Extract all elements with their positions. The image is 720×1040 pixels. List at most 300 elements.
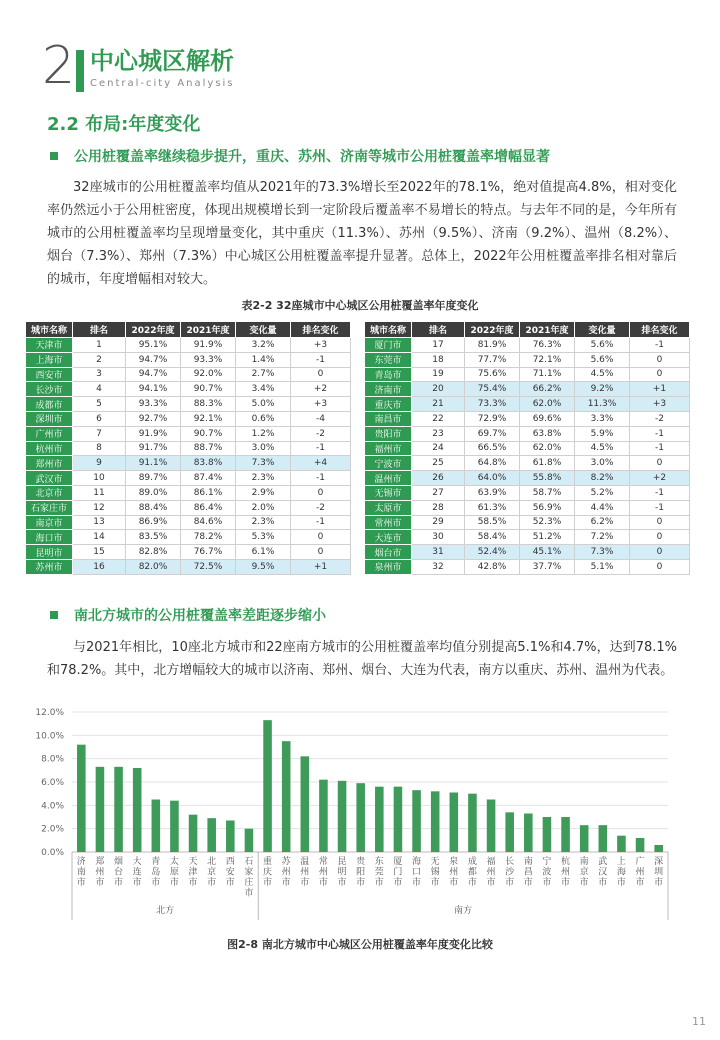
x-tick-label: 福州市 — [486, 857, 496, 888]
rank-cell: 9 — [73, 456, 126, 471]
table-row — [26, 530, 351, 545]
city-cell: 西安市 — [26, 367, 73, 382]
table-row — [26, 485, 351, 500]
table-header-cell: 2022年度 — [465, 322, 520, 338]
x-tick-label: 天津市 — [188, 857, 198, 888]
table-row — [26, 456, 351, 471]
change-cell: 7.3% — [575, 545, 630, 560]
rank-change-cell: 0 — [291, 530, 351, 545]
x-tick-label: 武汉市 — [598, 857, 608, 888]
table-row — [365, 485, 690, 500]
y2022-cell: 63.9% — [465, 485, 520, 500]
chapter-subtitle: Central-city Analysis — [90, 78, 235, 89]
x-tick-label: 海口市 — [412, 857, 422, 888]
rank-change-cell: 0 — [630, 515, 690, 530]
city-cell: 深圳市 — [26, 411, 73, 426]
x-tick-label: 成都市 — [467, 857, 477, 888]
change-cell: 9.5% — [236, 559, 291, 574]
table-header-cell: 变化量 — [575, 322, 630, 338]
city-cell: 南京市 — [26, 515, 73, 530]
x-tick-label: 广州市 — [635, 857, 645, 888]
rank-cell: 7 — [73, 426, 126, 441]
rank-cell: 25 — [412, 456, 465, 471]
x-tick-label: 重庆市 — [263, 857, 273, 888]
x-tick-label: 济南市 — [76, 857, 86, 888]
change-cell: 11.3% — [575, 397, 630, 412]
rank-cell: 18 — [412, 352, 465, 367]
table-row — [365, 352, 690, 367]
rank-cell: 4 — [73, 382, 126, 397]
city-cell: 郑州市 — [26, 456, 73, 471]
change-cell: 0.6% — [236, 411, 291, 426]
table-row — [26, 471, 351, 486]
rank-cell: 23 — [412, 426, 465, 441]
rank-change-cell: +3 — [291, 397, 351, 412]
rank-change-cell: -1 — [630, 426, 690, 441]
table-row — [365, 441, 690, 456]
change-cell: 3.3% — [575, 411, 630, 426]
change-cell: 4.5% — [575, 367, 630, 382]
table-row — [365, 382, 690, 397]
city-cell: 上海市 — [26, 352, 73, 367]
city-cell: 天津市 — [26, 338, 73, 353]
table-header-cell: 排名 — [73, 322, 126, 338]
change-cell: 5.3% — [236, 530, 291, 545]
y2022-cell: 75.6% — [465, 367, 520, 382]
y2021-cell: 76.3% — [520, 338, 575, 353]
change-cell: 5.1% — [575, 559, 630, 574]
y2022-cell: 91.7% — [126, 441, 181, 456]
table-header-cell: 排名变化 — [291, 322, 351, 338]
city-cell: 昆明市 — [26, 545, 73, 560]
x-tick-label: 石家庄市 — [244, 857, 254, 899]
y2022-cell: 94.1% — [126, 382, 181, 397]
rank-cell: 1 — [73, 338, 126, 353]
change-cell: 3.4% — [236, 382, 291, 397]
y2021-cell: 86.4% — [181, 500, 236, 515]
bullet-heading-text: 南北方城市的公用桩覆盖率差距逐步缩小 — [74, 608, 326, 624]
bar — [77, 745, 86, 852]
rank-cell: 3 — [73, 367, 126, 382]
table-row — [365, 367, 690, 382]
rank-change-cell: 0 — [630, 352, 690, 367]
rank-cell: 15 — [73, 545, 126, 560]
rank-cell: 22 — [412, 411, 465, 426]
y2021-cell: 51.2% — [520, 530, 575, 545]
rank-change-cell: -1 — [630, 500, 690, 515]
rank-change-cell: 0 — [630, 545, 690, 560]
y2021-cell: 69.6% — [520, 411, 575, 426]
rank-change-cell: -1 — [291, 515, 351, 530]
y2022-cell: 89.0% — [126, 485, 181, 500]
bar — [282, 741, 291, 852]
y2021-cell: 90.7% — [181, 426, 236, 441]
change-cell: 5.6% — [575, 352, 630, 367]
table-header-cell: 排名 — [412, 322, 465, 338]
table-row — [26, 515, 351, 530]
city-cell: 烟台市 — [365, 545, 412, 560]
x-tick-label: 东莞市 — [374, 857, 384, 888]
city-cell: 杭州市 — [26, 441, 73, 456]
y2021-cell: 86.1% — [181, 485, 236, 500]
y2021-cell: 56.9% — [520, 500, 575, 515]
y-tick-label: 10.0% — [35, 731, 64, 742]
bullet-heading-2 — [47, 605, 326, 625]
y-tick-label: 8.0% — [41, 754, 64, 765]
bar — [226, 821, 235, 853]
change-cell: 8.2% — [575, 471, 630, 486]
city-cell: 常州市 — [365, 515, 412, 530]
x-tick-label: 大连市 — [132, 857, 142, 888]
x-tick-label: 贵阳市 — [356, 857, 366, 888]
bar — [152, 800, 161, 853]
change-cell: 2.0% — [236, 500, 291, 515]
x-tick-label: 温州市 — [300, 857, 310, 888]
city-cell: 厦门市 — [365, 338, 412, 353]
y2022-cell: 82.8% — [126, 545, 181, 560]
bar — [338, 781, 347, 852]
bar — [189, 815, 198, 852]
y2022-cell: 75.4% — [465, 382, 520, 397]
bar — [133, 768, 142, 852]
bar — [245, 829, 254, 852]
figure-caption: 图2-8 南北方城市中心城区公用桩覆盖率年度变化比较 — [227, 938, 493, 951]
city-cell: 温州市 — [365, 471, 412, 486]
y2021-cell: 72.5% — [181, 559, 236, 574]
rank-change-cell: +4 — [291, 456, 351, 471]
bar — [319, 780, 328, 852]
bar — [96, 767, 105, 852]
table-header-cell: 2021年度 — [181, 322, 236, 338]
table-row — [365, 500, 690, 515]
page-number: 11 — [692, 1015, 706, 1028]
table-row — [365, 530, 690, 545]
rank-change-cell: 0 — [291, 367, 351, 382]
y2021-cell: 90.7% — [181, 382, 236, 397]
bar — [301, 756, 310, 852]
rank-change-cell: -1 — [291, 441, 351, 456]
rank-change-cell: +3 — [630, 397, 690, 412]
change-cell: 7.3% — [236, 456, 291, 471]
rank-cell: 8 — [73, 441, 126, 456]
bullet-heading-text: 公用桩覆盖率继续稳步提升，重庆、苏州、济南等城市公用桩覆盖率增幅显著 — [74, 149, 550, 165]
rank-cell: 13 — [73, 515, 126, 530]
bar — [617, 836, 626, 852]
y2021-cell: 37.7% — [520, 559, 575, 574]
rank-cell: 16 — [73, 559, 126, 574]
change-cell: 5.2% — [575, 485, 630, 500]
rank-cell: 30 — [412, 530, 465, 545]
y2021-cell: 66.2% — [520, 382, 575, 397]
table-row — [26, 545, 351, 560]
table-row — [365, 397, 690, 412]
table-row — [26, 382, 351, 397]
section-title: 2.2 布局:年度变化 — [47, 114, 201, 135]
chapter-number: 2 — [42, 36, 76, 96]
rank-change-cell: -2 — [291, 500, 351, 515]
bar — [505, 812, 514, 852]
y2022-cell: 91.1% — [126, 456, 181, 471]
rank-cell: 20 — [412, 382, 465, 397]
y2022-cell: 42.8% — [465, 559, 520, 574]
table-row — [26, 559, 351, 574]
city-cell: 贵阳市 — [365, 426, 412, 441]
x-tick-label: 杭州市 — [561, 857, 571, 888]
y2021-cell: 78.2% — [181, 530, 236, 545]
rank-change-cell: -2 — [630, 411, 690, 426]
y2022-cell: 64.0% — [465, 471, 520, 486]
rank-cell: 19 — [412, 367, 465, 382]
y2022-cell: 72.9% — [465, 411, 520, 426]
city-cell: 南昌市 — [365, 411, 412, 426]
group-label: 北方 — [156, 906, 175, 916]
x-tick-label: 常州市 — [318, 857, 328, 888]
y2022-cell: 88.4% — [126, 500, 181, 515]
x-tick-label: 苏州市 — [281, 857, 291, 888]
rank-cell: 11 — [73, 485, 126, 500]
change-cell: 5.6% — [575, 338, 630, 353]
change-cell: 7.2% — [575, 530, 630, 545]
rank-change-cell: -1 — [630, 441, 690, 456]
rank-change-cell: 0 — [630, 530, 690, 545]
rank-change-cell: -4 — [291, 411, 351, 426]
bar — [450, 793, 459, 853]
y2021-cell: 55.8% — [520, 471, 575, 486]
city-cell: 武汉市 — [26, 471, 73, 486]
paragraph-1: 32座城市的公用桩覆盖率均值从2021年的73.3%增长至2022年的78.1%，绝对值提高4.8%，相对变化率仍然远小于公用桩密度，体现出规模增长到一定阶段后覆盖率不易增长的特点。与去年不同的是，今年所有城市的公用桩覆盖率均呈现增量变化，其中重庆（11.3%）、苏州（9.5%）、济南（9.2%）、温州（8.2%）、烟台（7.3%）、郑州（7.3%）中心城区公用桩覆盖率提升显著。总体上，2022年公用桩覆盖率排名相对靠后的城市，年度增幅相对较大。 — [47, 180, 677, 287]
rank-cell: 12 — [73, 500, 126, 515]
rank-change-cell: -1 — [291, 471, 351, 486]
coverage-table-right — [364, 321, 690, 575]
table-row — [365, 471, 690, 486]
change-cell: 6.2% — [575, 515, 630, 530]
chapter-title: 中心城区解析 — [90, 47, 234, 75]
group-label: 南方 — [454, 906, 473, 916]
table-row — [26, 367, 351, 382]
x-tick-label: 郑州市 — [95, 857, 105, 888]
paragraph-2: 与2021年相比，10座北方城市和22座南方城市的公用桩覆盖率均值分别提高5.1%和4.7%，达到78.1%和78.2%。其中，北方增幅较大的城市以济南、郑州、烟台、大连为代表，南方以重庆、苏州、温州为代表。 — [47, 640, 677, 678]
change-cell: 9.2% — [575, 382, 630, 397]
x-tick-label: 泉州市 — [449, 857, 459, 888]
chapter-accent-bar — [76, 50, 84, 92]
y2022-cell: 61.3% — [465, 500, 520, 515]
x-tick-label: 厦门市 — [393, 857, 403, 888]
city-cell: 青岛市 — [365, 367, 412, 382]
bar — [654, 845, 663, 852]
y2022-cell: 77.7% — [465, 352, 520, 367]
rank-change-cell: -1 — [291, 352, 351, 367]
y-tick-label: 6.0% — [41, 778, 64, 788]
table-row — [365, 545, 690, 560]
change-cell: 2.9% — [236, 485, 291, 500]
x-tick-label: 青岛市 — [151, 857, 161, 888]
y2022-cell: 94.7% — [126, 352, 181, 367]
y2021-cell: 87.4% — [181, 471, 236, 486]
x-tick-label: 上海市 — [616, 857, 626, 888]
city-cell: 无锡市 — [365, 485, 412, 500]
table-header-cell: 排名变化 — [630, 322, 690, 338]
square-bullet-icon — [50, 611, 58, 619]
y2021-cell: 72.1% — [520, 352, 575, 367]
coverage-table-left — [25, 321, 351, 575]
y2022-cell: 92.7% — [126, 411, 181, 426]
y2021-cell: 84.6% — [181, 515, 236, 530]
y2021-cell: 62.0% — [520, 441, 575, 456]
rank-cell: 27 — [412, 485, 465, 500]
table-row — [365, 338, 690, 353]
rank-cell: 28 — [412, 500, 465, 515]
y2021-cell: 62.0% — [520, 397, 575, 412]
table-row — [26, 441, 351, 456]
change-cell: 3.0% — [575, 456, 630, 471]
city-cell: 大连市 — [365, 530, 412, 545]
rank-change-cell: 0 — [630, 559, 690, 574]
rank-cell: 5 — [73, 397, 126, 412]
y2021-cell: 88.7% — [181, 441, 236, 456]
y2022-cell: 58.5% — [465, 515, 520, 530]
city-cell: 北京市 — [26, 485, 73, 500]
rank-change-cell: 0 — [291, 545, 351, 560]
city-cell: 泉州市 — [365, 559, 412, 574]
rank-change-cell: +2 — [630, 471, 690, 486]
rank-change-cell: +3 — [291, 338, 351, 353]
city-cell: 苏州市 — [26, 559, 73, 574]
square-bullet-icon — [50, 152, 58, 160]
y-tick-label: 0.0% — [41, 848, 64, 858]
y2021-cell: 92.0% — [181, 367, 236, 382]
y2021-cell: 71.1% — [520, 367, 575, 382]
city-cell: 海口市 — [26, 530, 73, 545]
bar — [394, 787, 403, 852]
bar — [431, 791, 440, 852]
y2022-cell: 83.5% — [126, 530, 181, 545]
change-cell: 4.5% — [575, 441, 630, 456]
bar — [561, 817, 570, 852]
table-row — [26, 426, 351, 441]
y2022-cell: 58.4% — [465, 530, 520, 545]
y-tick-label: 12.0% — [35, 708, 64, 718]
bar — [636, 838, 645, 852]
rank-change-cell: +2 — [291, 382, 351, 397]
table-caption: 表2-2 32座城市中心城区公用桩覆盖率年度变化 — [241, 299, 479, 312]
change-cell: 4.4% — [575, 500, 630, 515]
bar — [170, 801, 179, 852]
x-tick-label: 烟台市 — [114, 857, 124, 888]
city-cell: 太原市 — [365, 500, 412, 515]
table-header-cell: 城市名称 — [26, 322, 73, 338]
y2021-cell: 93.3% — [181, 352, 236, 367]
bullet-heading-1 — [47, 146, 550, 166]
y2022-cell: 82.0% — [126, 559, 181, 574]
table-row — [26, 352, 351, 367]
x-tick-label: 南昌市 — [523, 857, 533, 888]
table-header-cell: 2022年度 — [126, 322, 181, 338]
x-tick-label: 太原市 — [169, 857, 179, 888]
y2022-cell: 86.9% — [126, 515, 181, 530]
y2022-cell: 52.4% — [465, 545, 520, 560]
x-tick-label: 宁波市 — [542, 857, 552, 888]
y2022-cell: 73.3% — [465, 397, 520, 412]
change-cell: 5.0% — [236, 397, 291, 412]
y2021-cell: 92.1% — [181, 411, 236, 426]
table-row — [365, 515, 690, 530]
change-cell: 2.7% — [236, 367, 291, 382]
x-tick-label: 南京市 — [579, 857, 589, 888]
x-tick-label: 长沙市 — [505, 857, 515, 888]
rank-change-cell: 0 — [291, 485, 351, 500]
y2021-cell: 91.9% — [181, 338, 236, 353]
chapter-header — [40, 36, 680, 98]
y2021-cell: 76.7% — [181, 545, 236, 560]
rank-cell: 32 — [412, 559, 465, 574]
bar — [599, 825, 608, 852]
rank-cell: 10 — [73, 471, 126, 486]
rank-change-cell: 0 — [630, 456, 690, 471]
y2022-cell: 95.1% — [126, 338, 181, 353]
x-tick-label: 深圳市 — [654, 857, 664, 888]
change-cell: 5.9% — [575, 426, 630, 441]
rank-change-cell: -1 — [630, 338, 690, 353]
rank-change-cell: 0 — [630, 367, 690, 382]
table-header-cell: 2021年度 — [520, 322, 575, 338]
rank-cell: 26 — [412, 471, 465, 486]
y2021-cell: 61.8% — [520, 456, 575, 471]
change-cell: 2.3% — [236, 471, 291, 486]
change-cell: 1.4% — [236, 352, 291, 367]
y2021-cell: 52.3% — [520, 515, 575, 530]
bar-chart — [30, 700, 690, 922]
y-tick-label: 2.0% — [41, 824, 64, 835]
table-row — [365, 456, 690, 471]
rank-cell: 14 — [73, 530, 126, 545]
change-cell: 1.2% — [236, 426, 291, 441]
table-row — [26, 411, 351, 426]
bar — [263, 720, 272, 852]
bar — [375, 787, 384, 852]
rank-change-cell: -2 — [291, 426, 351, 441]
y2022-cell: 94.7% — [126, 367, 181, 382]
y2021-cell: 88.3% — [181, 397, 236, 412]
city-cell: 济南市 — [365, 382, 412, 397]
bar — [524, 814, 533, 853]
rank-cell: 17 — [412, 338, 465, 353]
x-tick-label: 西安市 — [225, 857, 235, 888]
city-cell: 福州市 — [365, 441, 412, 456]
table-row — [365, 426, 690, 441]
city-cell: 东莞市 — [365, 352, 412, 367]
change-cell: 3.2% — [236, 338, 291, 353]
rank-cell: 24 — [412, 441, 465, 456]
change-cell: 3.0% — [236, 441, 291, 456]
y2021-cell: 58.7% — [520, 485, 575, 500]
change-cell: 6.1% — [236, 545, 291, 560]
x-tick-label: 无锡市 — [430, 857, 440, 888]
city-cell: 长沙市 — [26, 382, 73, 397]
rank-cell: 2 — [73, 352, 126, 367]
bar — [468, 794, 477, 852]
table-header-cell: 城市名称 — [365, 322, 412, 338]
x-tick-label: 北京市 — [207, 857, 217, 888]
city-cell: 宁波市 — [365, 456, 412, 471]
table-row — [365, 411, 690, 426]
y2022-cell: 89.7% — [126, 471, 181, 486]
change-cell: 2.3% — [236, 515, 291, 530]
bar — [487, 800, 496, 853]
table-row — [26, 338, 351, 353]
rank-change-cell: -1 — [630, 485, 690, 500]
y2022-cell: 69.7% — [465, 426, 520, 441]
y2022-cell: 64.8% — [465, 456, 520, 471]
